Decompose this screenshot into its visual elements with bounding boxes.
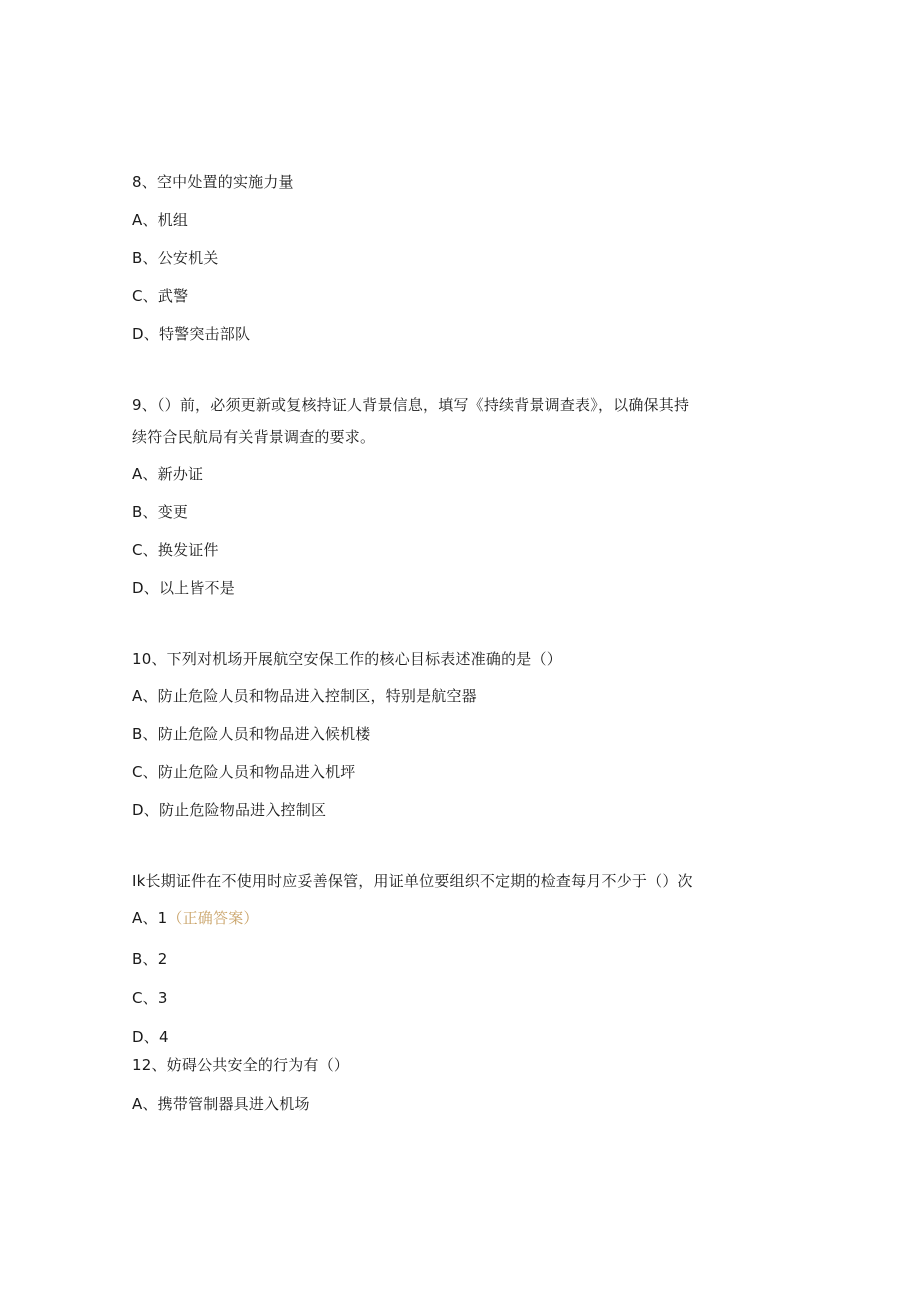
question-8-option-d: D、特警突击部队 [132, 325, 251, 343]
question-10-option-d: D、防止危险物品进入控制区 [132, 801, 327, 819]
question-9-option-b: B、变更 [132, 503, 189, 521]
question-11-stem: Ik长期证件在不使用时应妥善保管，用证单位要组织不定期的检查每月不少于（）次 [132, 872, 693, 890]
question-8-option-c: C、武警 [132, 287, 189, 305]
question-11-option-d: D、4 [132, 1028, 169, 1046]
question-10-option-c: C、防止危险人员和物品进入机坪 [132, 763, 356, 781]
question-9-stem-line-1: 9、（）前，必须更新或复核持证人背景信息，填写《持续背景调查表》，以确保其持 [132, 396, 690, 414]
question-11-option-c: C、3 [132, 989, 168, 1007]
question-8-option-a: A、机组 [132, 211, 189, 229]
question-10-option-a: A、防止危险人员和物品进入控制区，特别是航空器 [132, 687, 477, 705]
question-11-option-a-row [132, 908, 259, 928]
question-8-option-b: B、公安机关 [132, 249, 219, 267]
question-9-option-a: A、新办证 [132, 465, 204, 483]
question-11-option-a: A、1 [132, 909, 168, 927]
question-9-option-c: C、换发证件 [132, 541, 219, 559]
question-10-stem: 10、下列对机场开展航空安保工作的核心目标表述准确的是（） [132, 650, 562, 668]
question-10-option-b: B、防止危险人员和物品进入候机楼 [132, 725, 371, 743]
question-8-stem: 8、空中处置的实施力量 [132, 173, 294, 191]
correct-answer-mark: （正确答案） [167, 909, 259, 927]
question-9-stem-line-2: 续符合民航局有关背景调查的要求。 [132, 428, 376, 446]
question-11-option-b: B、2 [132, 950, 168, 968]
question-12-option-a: A、携带管制器具进入机场 [132, 1095, 310, 1113]
question-9-option-d: D、以上皆不是 [132, 579, 235, 597]
question-12-stem: 12、妨碍公共安全的行为有（） [132, 1056, 350, 1074]
